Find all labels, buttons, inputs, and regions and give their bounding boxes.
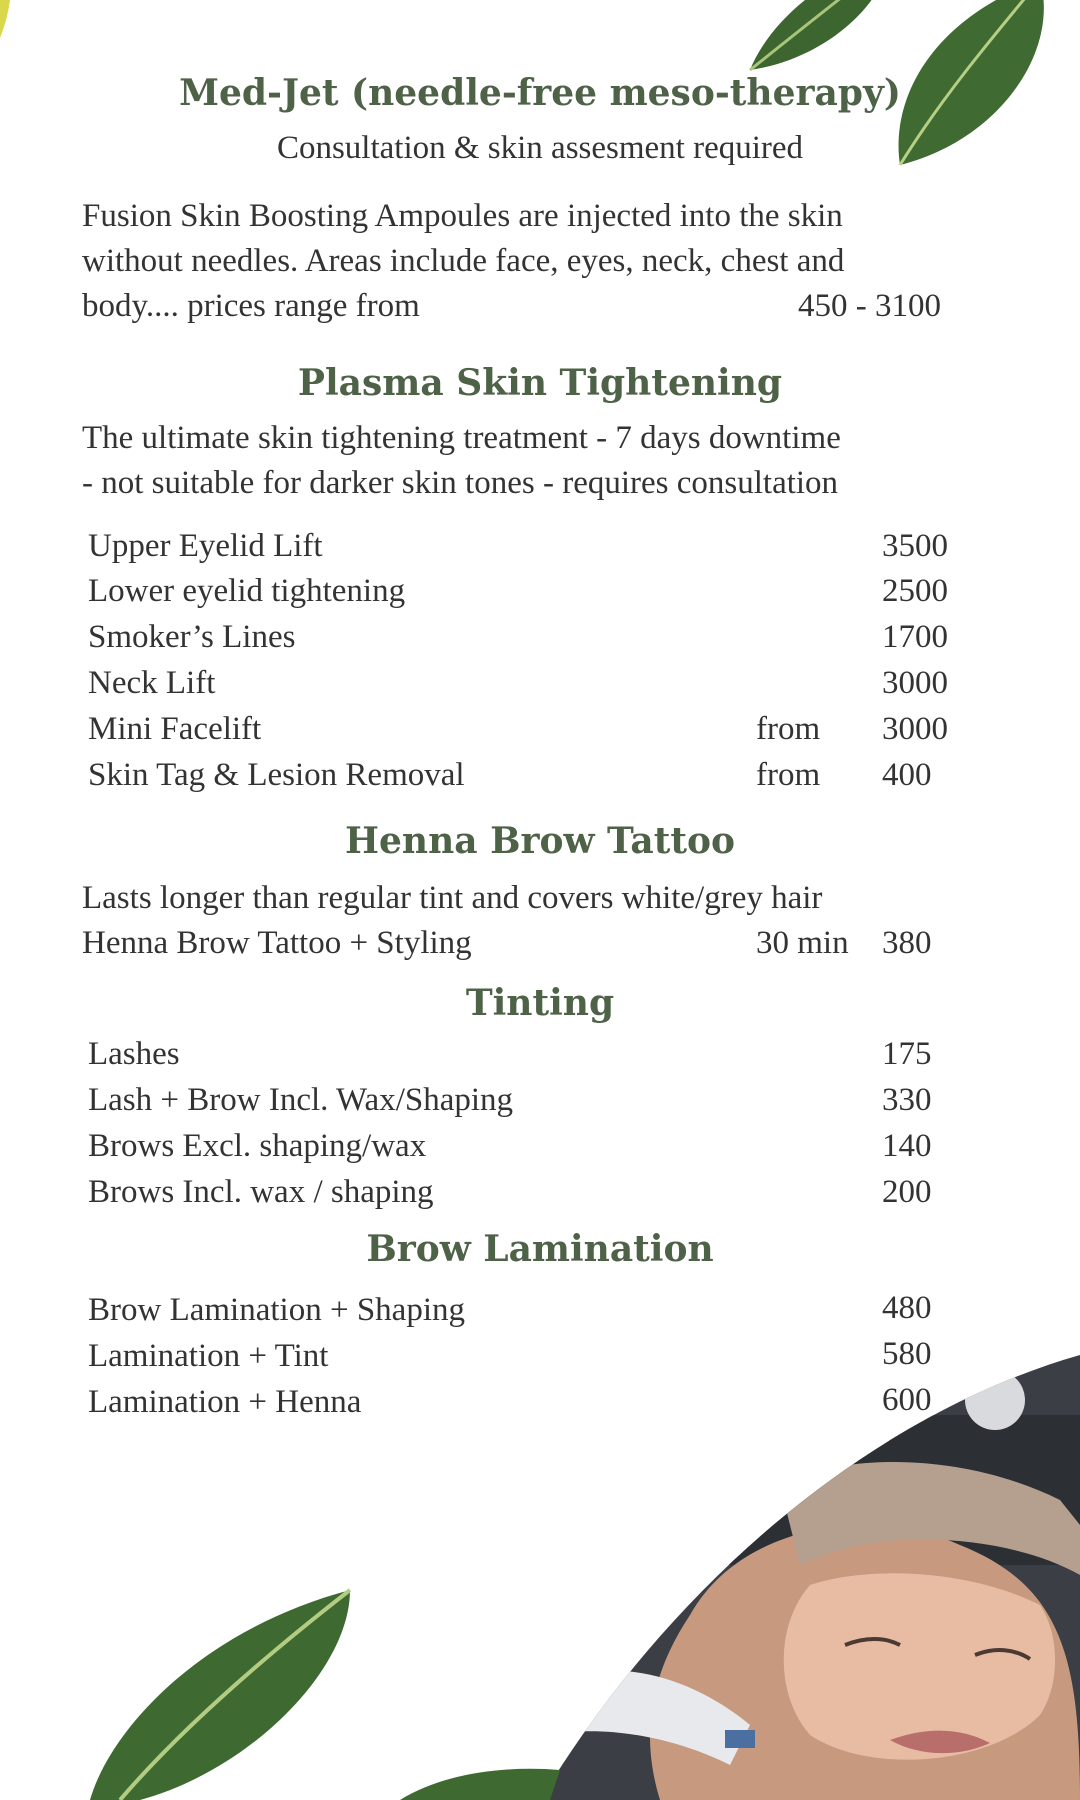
list-item: Upper Eyelid Lift [88, 528, 323, 564]
henna-title: Henna Brow Tattoo [344, 820, 735, 862]
medjet-line-2: without needles. Areas include face, eyes, neck, chest and [82, 243, 845, 279]
list-item: Lamination + Tint [88, 1338, 329, 1374]
medjet-line-1: Fusion Skin Boosting Ampoules are injected into the skin [82, 198, 843, 234]
price: 3500 [882, 528, 948, 564]
list-item: Brow Lamination + Shaping [88, 1292, 465, 1328]
henna-duration: 30 min [756, 925, 849, 961]
henna-line: Lasts longer than regular tint and covers white/grey hair [82, 880, 823, 916]
price: 600 [882, 1382, 932, 1418]
price: 480 [882, 1290, 932, 1326]
from-label: from [756, 757, 821, 793]
list-item: Brows Incl. wax / shaping [88, 1174, 434, 1210]
price: 580 [882, 1336, 932, 1372]
medjet-line-3: body.... prices range from [82, 288, 420, 324]
price: 2500 [882, 573, 948, 609]
list-item: Skin Tag & Lesion Removal [88, 757, 465, 793]
price: 3000 [882, 711, 948, 747]
list-item: Lower eyelid tightening [88, 573, 406, 609]
list-item: Smoker’s Lines [88, 619, 296, 655]
price: 400 [882, 757, 932, 793]
banana-leaf-icon [80, 1590, 360, 1800]
price: 140 [882, 1128, 932, 1164]
list-item: Lash + Brow Incl. Wax/Shaping [88, 1082, 514, 1118]
lamination-title: Brow Lamination [366, 1228, 714, 1270]
list-item: Lamination + Henna [88, 1384, 362, 1420]
price: 200 [882, 1174, 932, 1210]
price: 1700 [882, 619, 948, 655]
henna-price: 380 [882, 925, 932, 961]
price: 175 [882, 1036, 932, 1072]
banana-leaf-icon [400, 1765, 560, 1800]
facial-treatment-photo [540, 1355, 1080, 1800]
medjet-price-range: 450 - 3100 [798, 288, 941, 324]
medjet-title: Med-Jet (needle-free meso-therapy) [179, 72, 901, 114]
list-item: Mini Facelift [88, 711, 262, 747]
price: 330 [882, 1082, 932, 1118]
price: 3000 [882, 665, 948, 701]
henna-item: Henna Brow Tattoo + Styling [82, 925, 472, 961]
yellow-leaf-icon [0, 0, 12, 40]
from-label: from [756, 711, 821, 747]
plasma-title: Plasma Skin Tightening [297, 362, 783, 404]
banana-leaf-icon [740, 0, 900, 80]
plasma-line-1: The ultimate skin tightening treatment - 7 days downtime [82, 420, 841, 456]
plasma-line-2: - not suitable for darker skin tones - requires consultation [82, 465, 839, 501]
list-item: Neck Lift [88, 665, 216, 701]
medjet-subtitle: Consultation & skin assesment required [276, 130, 804, 166]
tinting-title: Tinting [465, 982, 615, 1024]
list-item: Lashes [88, 1036, 180, 1072]
list-item: Brows Excl. shaping/wax [88, 1128, 427, 1164]
